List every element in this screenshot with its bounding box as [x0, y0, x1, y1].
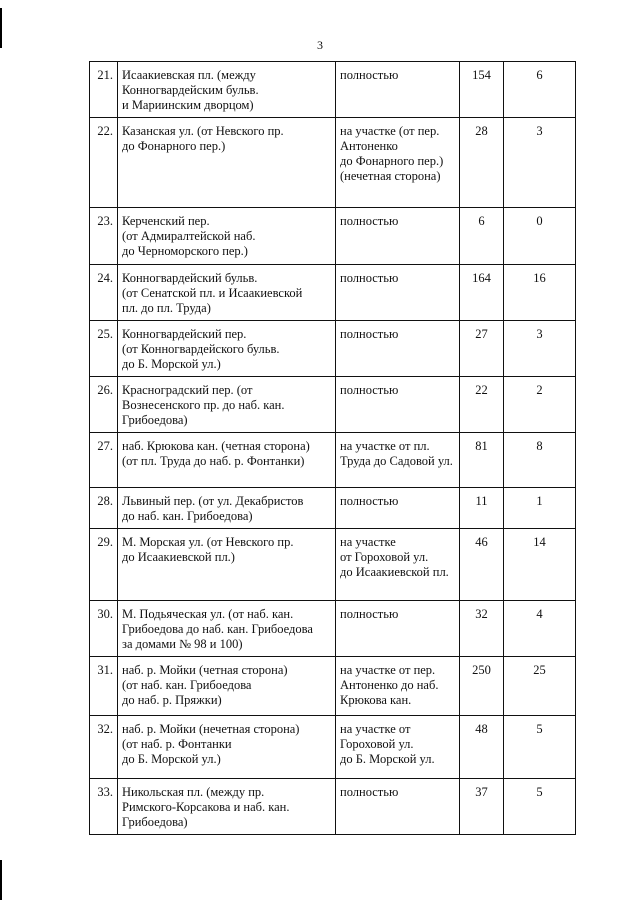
- section-cell: [336, 321, 460, 377]
- table-row: [90, 601, 576, 657]
- street-line: Вознесенского пр. до наб. кан.: [122, 398, 285, 412]
- table-row: [90, 321, 576, 377]
- street-cell: [118, 657, 336, 716]
- table-row: [90, 657, 576, 716]
- table-row: [90, 433, 576, 488]
- row-number: 25.: [90, 321, 118, 377]
- table-row: [90, 529, 576, 601]
- section-line: Крюкова кан.: [340, 693, 412, 707]
- table-row: [90, 716, 576, 779]
- street-line: М. Морская ул. (от Невского пр.: [122, 535, 294, 549]
- value-cell-1: 250: [460, 657, 504, 716]
- value-cell-2: 5: [504, 716, 576, 779]
- street-line: (от наб. кан. Грибоедова: [122, 678, 252, 692]
- value-cell-2: 1: [504, 488, 576, 529]
- row-number: 24.: [90, 265, 118, 321]
- street-cell: [118, 488, 336, 529]
- section-line: до Фонарного пер.): [340, 154, 444, 168]
- section-cell: [336, 265, 460, 321]
- section-line: полностью: [340, 785, 399, 799]
- page-number: 3: [317, 38, 323, 52]
- street-line: наб. р. Мойки (нечетная сторона): [122, 722, 300, 736]
- street-line: (от Конногвардейского бульв.: [122, 342, 280, 356]
- section-line: полностью: [340, 607, 399, 621]
- value-cell-1: 154: [460, 62, 504, 118]
- street-line: М. Подьяческая ул. (от наб. кан.: [122, 607, 294, 621]
- section-cell: [336, 118, 460, 208]
- street-line: Керченский пер.: [122, 214, 210, 228]
- value-cell-1: 6: [460, 208, 504, 265]
- section-cell: [336, 779, 460, 835]
- street-cell: [118, 779, 336, 835]
- street-cell: [118, 716, 336, 779]
- street-line: Римского-Корсакова и наб. кан.: [122, 800, 290, 814]
- section-line: (нечетная сторона): [340, 169, 441, 183]
- value-cell-1: 28: [460, 118, 504, 208]
- value-cell-2: 14: [504, 529, 576, 601]
- row-number: 32.: [90, 716, 118, 779]
- street-line: (от Сенатской пл. и Исаакиевской: [122, 286, 303, 300]
- value-cell-2: 8: [504, 433, 576, 488]
- section-cell: [336, 601, 460, 657]
- value-cell-1: 46: [460, 529, 504, 601]
- section-cell: [336, 433, 460, 488]
- street-line: (от Адмиралтейской наб.: [122, 229, 256, 243]
- section-line: до Исаакиевской пл.: [340, 565, 449, 579]
- street-line: Грибоедова до наб. кан. Грибоедова: [122, 622, 313, 636]
- section-cell: [336, 529, 460, 601]
- section-line: Антоненко до наб.: [340, 678, 439, 692]
- section-line: полностью: [340, 271, 399, 285]
- street-cell: [118, 377, 336, 433]
- section-cell: [336, 208, 460, 265]
- row-number: 21.: [90, 62, 118, 118]
- street-line: до Исаакиевской пл.): [122, 550, 235, 564]
- section-line: полностью: [340, 494, 399, 508]
- street-line: Конногвардейский пер.: [122, 327, 247, 341]
- value-cell-2: 16: [504, 265, 576, 321]
- value-cell-2: 2: [504, 377, 576, 433]
- section-cell: [336, 377, 460, 433]
- table-row: [90, 377, 576, 433]
- value-cell-1: 48: [460, 716, 504, 779]
- street-cell: [118, 62, 336, 118]
- value-cell-2: 3: [504, 321, 576, 377]
- street-line: до Б. Морской ул.): [122, 752, 221, 766]
- value-cell-1: 164: [460, 265, 504, 321]
- street-line: до Фонарного пер.): [122, 139, 226, 153]
- street-line: до наб. кан. Грибоедова): [122, 509, 253, 523]
- value-cell-1: 11: [460, 488, 504, 529]
- street-line: Казанская ул. (от Невского пр.: [122, 124, 284, 138]
- section-line: полностью: [340, 68, 399, 82]
- section-line: до Б. Морской ул.: [340, 752, 435, 766]
- street-line: (от пл. Труда до наб. р. Фонтанки): [122, 454, 305, 468]
- street-line: до Б. Морской ул.): [122, 357, 221, 371]
- streets-table-body: [90, 62, 576, 835]
- row-number: 26.: [90, 377, 118, 433]
- value-cell-2: 0: [504, 208, 576, 265]
- row-number: 33.: [90, 779, 118, 835]
- section-line: полностью: [340, 327, 399, 341]
- value-cell-1: 22: [460, 377, 504, 433]
- street-line: до Черноморского пер.): [122, 244, 248, 258]
- row-number: 28.: [90, 488, 118, 529]
- street-line: и Мариинским дворцом): [122, 98, 254, 112]
- value-cell-2: 4: [504, 601, 576, 657]
- section-line: полностью: [340, 383, 399, 397]
- street-line: Исаакиевская пл. (между: [122, 68, 256, 82]
- value-cell-2: 6: [504, 62, 576, 118]
- section-line: Гороховой ул.: [340, 737, 414, 751]
- left-margin-mark: [0, 860, 2, 900]
- streets-table: [89, 61, 576, 835]
- section-line: Антоненко: [340, 139, 398, 153]
- street-cell: [118, 265, 336, 321]
- value-cell-2: 5: [504, 779, 576, 835]
- street-cell: [118, 118, 336, 208]
- street-cell: [118, 601, 336, 657]
- row-number: 29.: [90, 529, 118, 601]
- row-number: 22.: [90, 118, 118, 208]
- street-line: Красноградский пер. (от: [122, 383, 253, 397]
- street-line: наб. р. Мойки (четная сторона): [122, 663, 288, 677]
- table-row: [90, 118, 576, 208]
- row-number: 27.: [90, 433, 118, 488]
- value-cell-1: 27: [460, 321, 504, 377]
- table-row: [90, 62, 576, 118]
- section-line: полностью: [340, 214, 399, 228]
- street-line: Конногвардейским бульв.: [122, 83, 259, 97]
- street-line: Конногвардейский бульв.: [122, 271, 258, 285]
- table-row: [90, 488, 576, 529]
- section-line: на участке от пер.: [340, 663, 436, 677]
- street-line: за домами № 98 и 100): [122, 637, 243, 651]
- section-cell: [336, 716, 460, 779]
- section-line: на участке от: [340, 722, 411, 736]
- street-line: до наб. р. Пряжки): [122, 693, 222, 707]
- street-line: (от наб. р. Фонтанки: [122, 737, 232, 751]
- value-cell-1: 81: [460, 433, 504, 488]
- row-number: 31.: [90, 657, 118, 716]
- row-number: 23.: [90, 208, 118, 265]
- street-cell: [118, 433, 336, 488]
- section-line: на участке от пл.: [340, 439, 430, 453]
- table-row: [90, 208, 576, 265]
- row-number: 30.: [90, 601, 118, 657]
- section-cell: [336, 657, 460, 716]
- section-line: на участке: [340, 535, 396, 549]
- section-cell: [336, 488, 460, 529]
- section-line: от Гороховой ул.: [340, 550, 429, 564]
- value-cell-1: 37: [460, 779, 504, 835]
- section-line: на участке (от пер.: [340, 124, 440, 138]
- street-cell: [118, 208, 336, 265]
- value-cell-1: 32: [460, 601, 504, 657]
- street-cell: [118, 321, 336, 377]
- table-row: [90, 779, 576, 835]
- section-cell: [336, 62, 460, 118]
- street-line: Грибоедова): [122, 815, 188, 829]
- street-line: Львиный пер. (от ул. Декабристов: [122, 494, 304, 508]
- value-cell-2: 25: [504, 657, 576, 716]
- street-line: Никольская пл. (между пр.: [122, 785, 265, 799]
- street-line: пл. до пл. Труда): [122, 301, 211, 315]
- street-cell: [118, 529, 336, 601]
- street-line: Грибоедова): [122, 413, 188, 427]
- value-cell-2: 3: [504, 118, 576, 208]
- section-line: Труда до Садовой ул.: [340, 454, 453, 468]
- table-row: [90, 265, 576, 321]
- street-line: наб. Крюкова кан. (четная сторона): [122, 439, 310, 453]
